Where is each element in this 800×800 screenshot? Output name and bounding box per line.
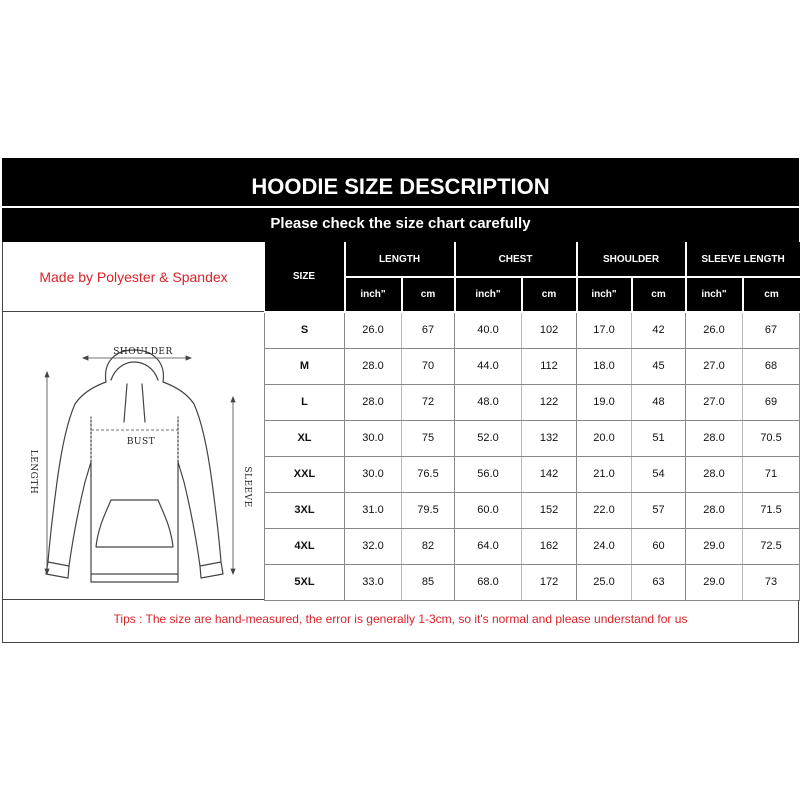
value-cell: 60 (632, 528, 686, 564)
value-cell: 26.0 (686, 312, 743, 348)
value-cell: 48 (632, 384, 686, 420)
measurement-tip: Tips : The size are hand-measured, the error is generally 1-3cm, so it's normal and please understand for us (2, 600, 799, 643)
unit-header: inch" (577, 277, 632, 312)
value-cell: 21.0 (577, 456, 632, 492)
value-cell: 79.5 (402, 492, 455, 528)
value-cell: 85 (402, 564, 455, 600)
size-table (264, 242, 800, 601)
size-cell: XL (265, 420, 345, 456)
value-cell: 51 (632, 420, 686, 456)
value-cell: 60.0 (455, 492, 522, 528)
table-row (265, 528, 800, 564)
size-column-header: SIZE (265, 242, 345, 312)
value-cell: 142 (522, 456, 577, 492)
value-cell: 25.0 (577, 564, 632, 600)
value-cell: 70 (402, 348, 455, 384)
chart-title: HOODIE SIZE DESCRIPTION (2, 158, 799, 206)
value-cell: 52.0 (455, 420, 522, 456)
group-header-sleeve-length: SLEEVE LENGTH (686, 242, 800, 277)
value-cell: 75 (402, 420, 455, 456)
value-cell: 102 (522, 312, 577, 348)
value-cell: 28.0 (686, 420, 743, 456)
value-cell: 172 (522, 564, 577, 600)
hoodie-measurement-figure (2, 312, 264, 600)
value-cell: 64.0 (455, 528, 522, 564)
value-cell: 132 (522, 420, 577, 456)
table-row (265, 492, 800, 528)
value-cell: 67 (743, 312, 800, 348)
value-cell: 162 (522, 528, 577, 564)
table-row (265, 420, 800, 456)
value-cell: 68 (743, 348, 800, 384)
value-cell: 27.0 (686, 384, 743, 420)
value-cell: 40.0 (455, 312, 522, 348)
value-cell: 30.0 (345, 456, 402, 492)
value-cell: 67 (402, 312, 455, 348)
value-cell: 28.0 (345, 384, 402, 420)
value-cell: 73 (743, 564, 800, 600)
value-cell: 44.0 (455, 348, 522, 384)
group-header-chest: CHEST (455, 242, 577, 277)
value-cell: 63 (632, 564, 686, 600)
value-cell: 72.5 (743, 528, 800, 564)
table-row (265, 348, 800, 384)
value-cell: 22.0 (577, 492, 632, 528)
unit-header: inch" (345, 277, 402, 312)
value-cell: 28.0 (686, 492, 743, 528)
unit-header: cm (743, 277, 800, 312)
group-header-shoulder: SHOULDER (577, 242, 686, 277)
unit-header: cm (632, 277, 686, 312)
value-cell: 72 (402, 384, 455, 420)
value-cell: 18.0 (577, 348, 632, 384)
value-cell: 71 (743, 456, 800, 492)
value-cell: 112 (522, 348, 577, 384)
value-cell: 17.0 (577, 312, 632, 348)
value-cell: 19.0 (577, 384, 632, 420)
value-cell: 32.0 (345, 528, 402, 564)
value-cell: 33.0 (345, 564, 402, 600)
value-cell: 76.5 (402, 456, 455, 492)
shoulder-label: SHOULDER (113, 347, 173, 357)
size-cell: 4XL (265, 528, 345, 564)
value-cell: 48.0 (455, 384, 522, 420)
group-header-length: LENGTH (345, 242, 455, 277)
size-cell: L (265, 384, 345, 420)
value-cell: 82 (402, 528, 455, 564)
value-cell: 71.5 (743, 492, 800, 528)
value-cell: 20.0 (577, 420, 632, 456)
value-cell: 45 (632, 348, 686, 384)
size-chart (2, 158, 799, 643)
length-label: LENGTH (28, 449, 38, 495)
unit-header: cm (522, 277, 577, 312)
unit-header: inch" (686, 277, 743, 312)
size-cell: 3XL (265, 492, 345, 528)
size-cell: M (265, 348, 345, 384)
chart-subtitle: Please check the size chart carefully (2, 206, 799, 242)
size-cell: XXL (265, 456, 345, 492)
size-cell: 5XL (265, 564, 345, 600)
value-cell: 27.0 (686, 348, 743, 384)
value-cell: 54 (632, 456, 686, 492)
size-cell: S (265, 312, 345, 348)
table-row (265, 564, 800, 600)
table-row (265, 312, 800, 348)
value-cell: 29.0 (686, 528, 743, 564)
value-cell: 69 (743, 384, 800, 420)
value-cell: 56.0 (455, 456, 522, 492)
value-cell: 28.0 (345, 348, 402, 384)
value-cell: 30.0 (345, 420, 402, 456)
value-cell: 28.0 (686, 456, 743, 492)
value-cell: 26.0 (345, 312, 402, 348)
hoodie-outline-icon (3, 312, 263, 598)
table-row (265, 384, 800, 420)
value-cell: 57 (632, 492, 686, 528)
value-cell: 29.0 (686, 564, 743, 600)
unit-header: cm (402, 277, 455, 312)
value-cell: 152 (522, 492, 577, 528)
table-row (265, 456, 800, 492)
material-note: Made by Polyester & Spandex (2, 242, 264, 312)
value-cell: 122 (522, 384, 577, 420)
value-cell: 70.5 (743, 420, 800, 456)
sleeve-label: SLEEVE (242, 466, 252, 508)
unit-header: inch" (455, 277, 522, 312)
value-cell: 42 (632, 312, 686, 348)
value-cell: 31.0 (345, 492, 402, 528)
value-cell: 68.0 (455, 564, 522, 600)
value-cell: 24.0 (577, 528, 632, 564)
bust-label: BUST (126, 437, 156, 447)
